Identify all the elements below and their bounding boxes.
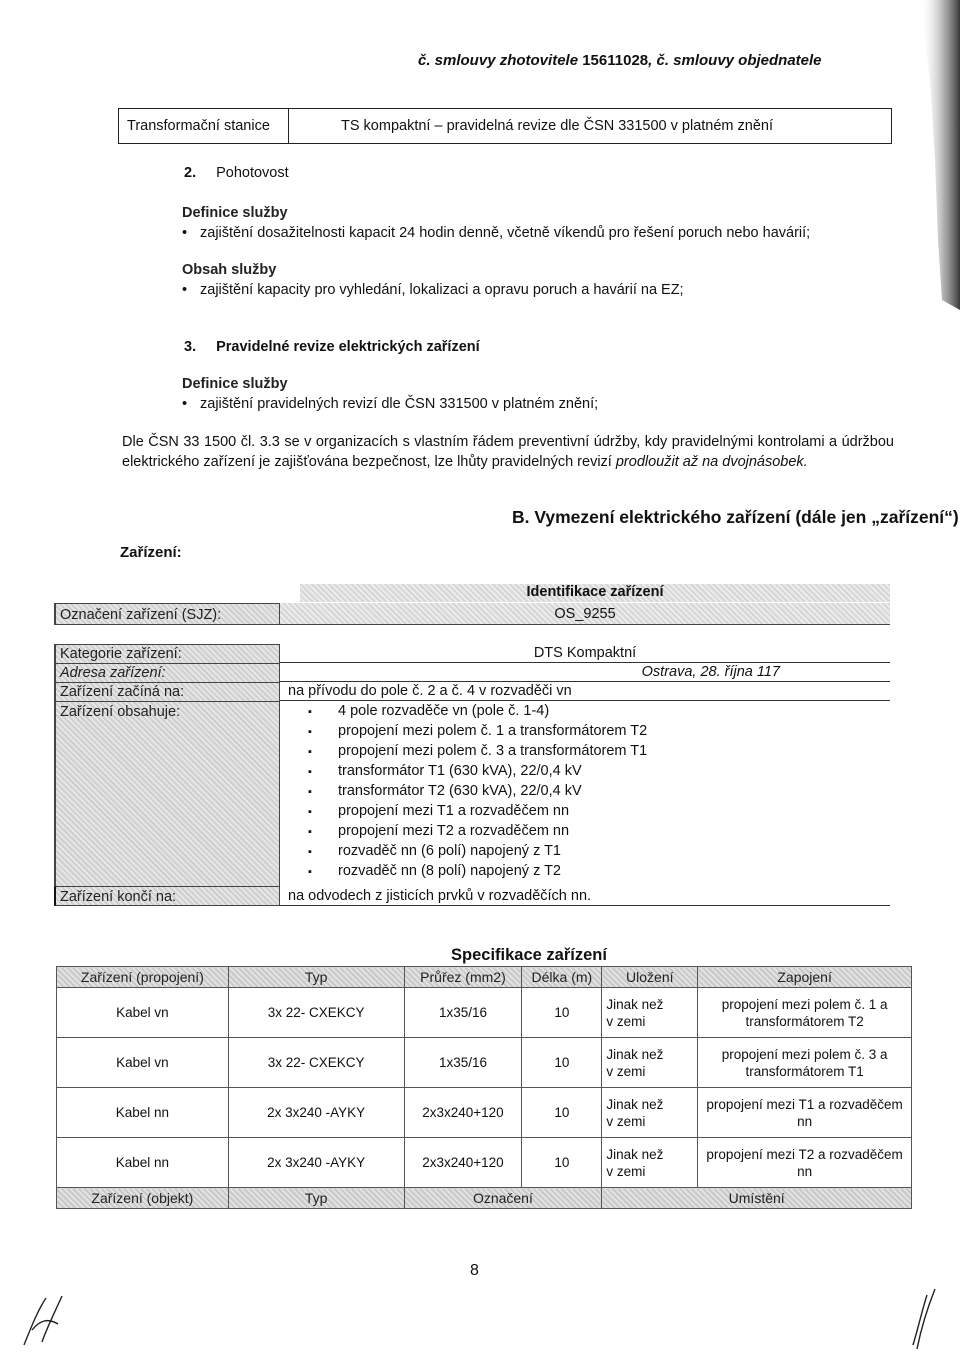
spec-header-row bbox=[57, 967, 912, 988]
spec-cell-typ: 2x 3x240 -AYKY bbox=[228, 1138, 404, 1188]
spec-cell-zapojeni: propojení mezi polem č. 3 a transformátorem T1 bbox=[698, 1038, 912, 1088]
spec-row bbox=[57, 1038, 912, 1088]
signature-left bbox=[18, 1290, 68, 1350]
zacina-value: na přívodu do pole č. 2 a č. 4 v rozvaděči vn bbox=[280, 682, 890, 701]
konci-value: na odvodech z jisticích prvků v rozvaděčích nn. bbox=[280, 886, 890, 906]
equipment-row-adresa bbox=[54, 663, 890, 682]
equipment-row-konci bbox=[54, 886, 890, 906]
section-2-obsah-heading: Obsah služby bbox=[182, 262, 277, 278]
equipment-row-kategorie bbox=[54, 644, 890, 663]
spec-cell-zarizeni: Kabel vn bbox=[57, 1038, 229, 1088]
spec-cell-typ: 2x 3x240 -AYKY bbox=[228, 1088, 404, 1138]
spec-header-cell: Průřez (mm2) bbox=[404, 967, 522, 988]
identification-heading: Identifikace zařízení bbox=[300, 584, 890, 602]
spec-row bbox=[57, 1138, 912, 1188]
spec-header-cell: Zapojení bbox=[698, 967, 912, 988]
spec-header-cell: Typ bbox=[228, 967, 404, 988]
equipment-row-obsahuje bbox=[54, 701, 890, 886]
station-label: Transformační stanice bbox=[119, 109, 289, 143]
adresa-key: Adresa zařízení: bbox=[54, 663, 280, 682]
section-2-definice-heading: Definice služby bbox=[182, 205, 288, 221]
spec-cell-prurez: 2x3x240+120 bbox=[404, 1138, 522, 1188]
section-2-name: Pohotovost bbox=[216, 165, 289, 181]
spec-cell-zarizeni: Kabel vn bbox=[57, 988, 229, 1038]
equipment-row-zacina bbox=[54, 682, 890, 701]
page-number: 8 bbox=[470, 1262, 479, 1279]
spec-cell-ulozeni: Jinak než v zemi bbox=[602, 1038, 698, 1088]
contains-item: ▪ propojení mezi T1 a rozvaděčem nn bbox=[300, 801, 890, 821]
spec-section bbox=[56, 944, 912, 1209]
contains-item: ▪ rozvaděč nn (8 polí) napojený z T2 bbox=[300, 861, 890, 881]
contains-item: ▪ rozvaděč nn (6 polí) napojený z T1 bbox=[300, 841, 890, 861]
zarizeni-label: Zařízení: bbox=[120, 544, 182, 561]
spec-cell-zarizeni: Kabel nn bbox=[57, 1088, 229, 1138]
obsahuje-key: Zařízení obsahuje: bbox=[54, 701, 280, 886]
spec-cell-zapojeni: propojení mezi T1 a rozvaděčem nn bbox=[698, 1088, 912, 1138]
section-3-name: Pravidelné revize elektrických zařízení bbox=[216, 339, 480, 355]
equipment-row-oznaceni bbox=[54, 603, 890, 625]
oznaceni-key: Označení zařízení (SJZ): bbox=[54, 603, 280, 625]
scan-corner-shadow bbox=[880, 0, 960, 320]
obsahuje-value bbox=[280, 701, 890, 886]
contract-header bbox=[418, 52, 938, 69]
contains-item: ▪ propojení mezi polem č. 1 a transformátorem T2 bbox=[300, 721, 890, 741]
spec-header-cell: Uložení bbox=[602, 967, 698, 988]
station-box bbox=[118, 108, 892, 144]
spec-header-cell: Délka (m) bbox=[522, 967, 602, 988]
spec-cell-ulozeni: Jinak než v zemi bbox=[602, 1138, 698, 1188]
section-3-number: 3. bbox=[184, 339, 197, 355]
spec-footer-cell: Označení bbox=[404, 1188, 602, 1209]
section-3-definice-item: • zajištění pravidelných revizí dle ČSN 331500 v platném znění; bbox=[182, 396, 599, 412]
contains-list bbox=[300, 701, 890, 881]
spec-cell-zapojeni: propojení mezi polem č. 1 a transformátorem T2 bbox=[698, 988, 912, 1038]
station-value: TS kompaktní – pravidelná revize dle ČSN 331500 v platném znění bbox=[341, 118, 774, 134]
contains-item: ▪ transformátor T1 (630 kVA), 22/0,4 kV bbox=[300, 761, 890, 781]
spec-cell-zarizeni: Kabel nn bbox=[57, 1138, 229, 1188]
spec-body bbox=[57, 988, 912, 1188]
contains-item: ▪ propojení mezi polem č. 3 a transformátorem T1 bbox=[300, 741, 890, 761]
spec-header-cell: Zařízení (propojení) bbox=[57, 967, 229, 988]
header-prefix: č. smlouvy zhotovitele bbox=[418, 52, 583, 69]
section-2-title bbox=[184, 165, 289, 181]
spec-footer-cell: Typ bbox=[228, 1188, 404, 1209]
spec-footer-row bbox=[57, 1188, 912, 1209]
spec-cell-typ: 3x 22- CXEKCY bbox=[228, 988, 404, 1038]
spec-cell-ulozeni: Jinak než v zemi bbox=[602, 988, 698, 1038]
section-2-obsah-item: • zajištění kapacity pro vyhledání, lokalizaci a opravu poruch a havárií na EZ; bbox=[182, 282, 684, 298]
spec-footer-cell: Umístění bbox=[602, 1188, 912, 1209]
kategorie-key: Kategorie zařízení: bbox=[54, 644, 280, 663]
contains-item: ▪ propojení mezi T2 a rozvaděčem nn bbox=[300, 821, 890, 841]
section-3-title bbox=[184, 339, 480, 355]
spec-row bbox=[57, 988, 912, 1038]
spec-cell-delka: 10 bbox=[522, 988, 602, 1038]
spec-cell-prurez: 2x3x240+120 bbox=[404, 1088, 522, 1138]
spec-footer-cell: Zařízení (objekt) bbox=[57, 1188, 229, 1209]
contains-item: ▪ 4 pole rozvaděče vn (pole č. 1-4) bbox=[300, 701, 890, 721]
kategorie-value: DTS Kompaktní bbox=[280, 644, 890, 663]
spec-title: Specifikace zařízení bbox=[451, 946, 607, 964]
contains-item: ▪ transformátor T2 (630 kVA), 22/0,4 kV bbox=[300, 781, 890, 801]
section-3-definice-heading: Definice služby bbox=[182, 376, 288, 392]
spec-cell-ulozeni: Jinak než v zemi bbox=[602, 1088, 698, 1138]
section-b-title: B. Vymezení elektrického zařízení (dále jen „zařízení“) bbox=[512, 507, 959, 527]
header-suffix: , č. smlouvy objednatele bbox=[648, 52, 822, 69]
spec-cell-delka: 10 bbox=[522, 1038, 602, 1088]
spec-cell-delka: 10 bbox=[522, 1088, 602, 1138]
spec-cell-prurez: 1x35/16 bbox=[404, 1038, 522, 1088]
spec-cell-delka: 10 bbox=[522, 1138, 602, 1188]
adresa-value: Ostrava, 28. října 117 bbox=[280, 663, 890, 682]
header-contract-number: 15611028 bbox=[582, 52, 649, 69]
oznaceni-value: OS_9255 bbox=[280, 603, 890, 625]
spec-cell-prurez: 1x35/16 bbox=[404, 988, 522, 1038]
section-2-definice-item: • zajištění dosažitelnosti kapacit 24 hodin denně, včetně víkendů pro řešení poruch nebo havárií; bbox=[182, 225, 811, 241]
spec-row bbox=[57, 1088, 912, 1138]
spec-cell-typ: 3x 22- CXEKCY bbox=[228, 1038, 404, 1088]
section-3-paragraph: Dle ČSN 33 1500 čl. 3.3 se v organizacích s vlastním řádem preventivní údržby, kdy pravidelnými kontrolami a údržbou elektrického zařízení je zajišťována bezpečnost, lze lhůty pravidelných revizí prodloužit až na dvojnásobek. bbox=[122, 434, 894, 470]
signature-right bbox=[905, 1285, 945, 1351]
zacina-key: Zařízení začíná na: bbox=[54, 682, 280, 701]
konci-key: Zařízení končí na: bbox=[54, 886, 280, 906]
section-2-number: 2. bbox=[184, 165, 197, 181]
spec-table bbox=[56, 966, 912, 1209]
spec-cell-zapojeni: propojení mezi T2 a rozvaděčem nn bbox=[698, 1138, 912, 1188]
